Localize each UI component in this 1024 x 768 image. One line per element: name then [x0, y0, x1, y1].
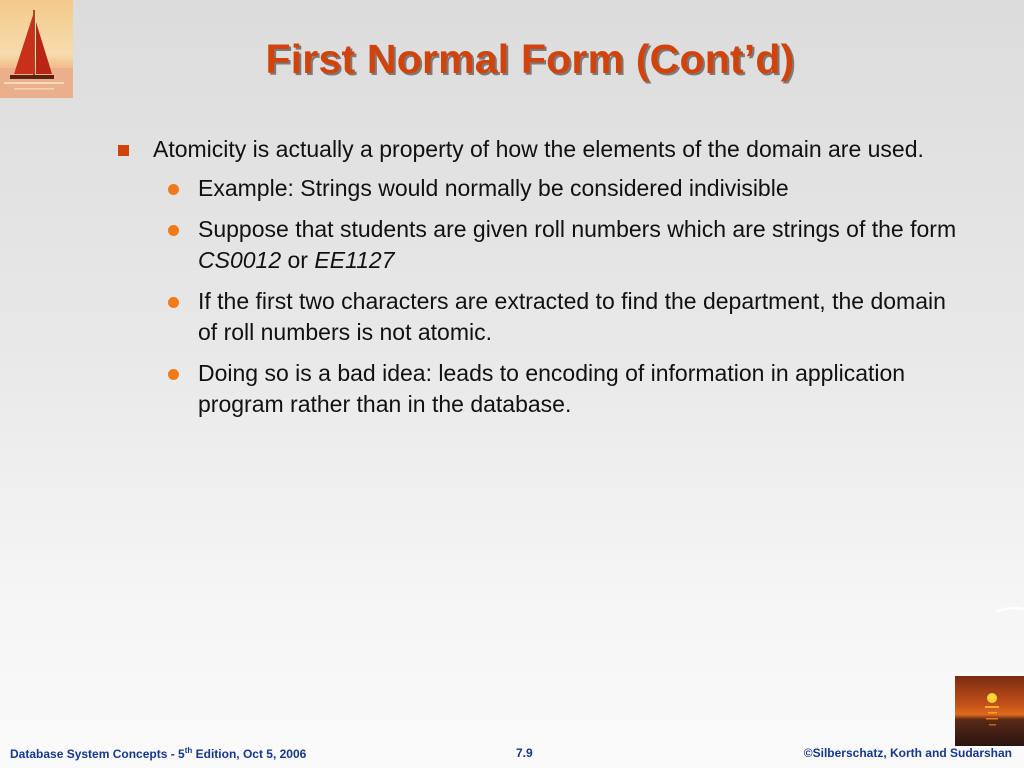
- bullet-level2: [155, 214, 970, 276]
- footer-course: [10, 746, 306, 761]
- bullet-level2: [155, 358, 970, 420]
- bullet-text: Doing so is a bad idea: leads to encoding of information in application program rather than in the database.: [198, 360, 906, 417]
- round-bullet-icon: [168, 369, 179, 380]
- footer-course-text: Database System Concepts - 5: [10, 747, 185, 761]
- footer-page-number: 7.9: [516, 746, 533, 760]
- round-bullet-icon: [168, 297, 179, 308]
- bullet-text-part: Suppose that students are given roll numbers which are strings of the form: [198, 216, 957, 242]
- bullet-text-italic: EE1127: [314, 247, 395, 273]
- footer-copyright: ©Silberschatz, Korth and Sudarshan: [803, 746, 1012, 760]
- bullet-text-italic: CS0012: [198, 247, 282, 273]
- slide-title: First Normal Form (Cont’d): [265, 36, 795, 82]
- round-bullet-icon: [168, 184, 179, 195]
- bullet-level1: [110, 134, 970, 165]
- bullet-text: Example: Strings would normally be considered indivisible: [198, 175, 789, 201]
- bullet-text-part: or: [281, 247, 315, 273]
- bullet-text: Atomicity is actually a property of how the elements of the domain are used.: [153, 136, 924, 162]
- bullet-level2: [155, 286, 970, 348]
- slide-content: [110, 134, 970, 430]
- sunset-picture: [955, 676, 1024, 746]
- square-bullet-icon: [118, 145, 129, 156]
- bullet-text: If the first two characters are extracted to find the department, the domain of roll numbers is not atomic.: [198, 288, 946, 345]
- footer-superscript: th: [184, 746, 193, 755]
- bullet-level2: [155, 173, 970, 204]
- edge-swoosh: [996, 604, 1024, 616]
- footer-course-text: Edition, Oct 5, 2006: [192, 747, 307, 761]
- round-bullet-icon: [168, 225, 179, 236]
